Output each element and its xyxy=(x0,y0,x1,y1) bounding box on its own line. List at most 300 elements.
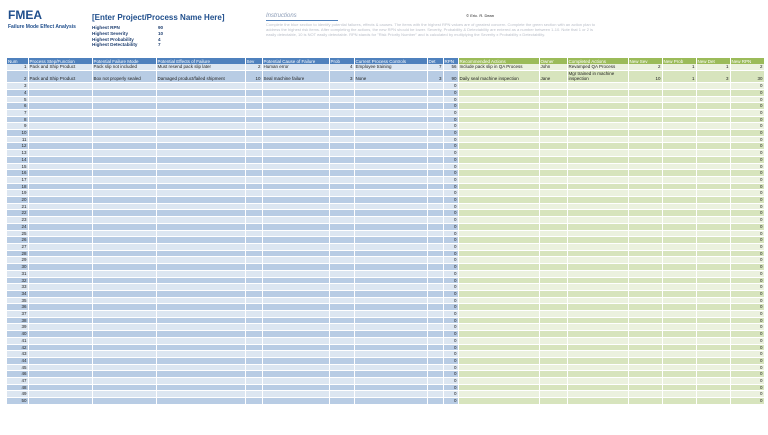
cell-completed-actions[interactable] xyxy=(567,371,628,378)
cell-new-prob[interactable] xyxy=(662,156,696,163)
cell-failure-cause[interactable] xyxy=(262,136,329,143)
cell-recommended-actions[interactable] xyxy=(458,243,539,250)
cell-owner[interactable] xyxy=(539,337,567,344)
cell-new-rpn[interactable]: 0 xyxy=(730,331,764,338)
cell-prob[interactable] xyxy=(329,284,354,291)
cell-failure-cause[interactable] xyxy=(262,311,329,318)
cell-num[interactable]: 17 xyxy=(7,176,28,183)
cell-prob[interactable] xyxy=(329,230,354,237)
cell-process-controls[interactable] xyxy=(354,264,427,271)
cell-failure-effects[interactable] xyxy=(156,83,245,90)
cell-new-rpn[interactable]: 0 xyxy=(730,297,764,304)
cell-process-controls[interactable] xyxy=(354,170,427,177)
cell-new-det[interactable] xyxy=(696,284,730,291)
cell-rpn[interactable]: 0 xyxy=(443,290,458,297)
cell-process-step[interactable] xyxy=(28,176,92,183)
cell-rpn[interactable]: 0 xyxy=(443,143,458,150)
cell-process-controls[interactable] xyxy=(354,237,427,244)
cell-recommended-actions[interactable] xyxy=(458,183,539,190)
cell-completed-actions[interactable] xyxy=(567,217,628,224)
cell-owner[interactable] xyxy=(539,290,567,297)
cell-rpn[interactable]: 0 xyxy=(443,351,458,358)
cell-new-det[interactable] xyxy=(696,203,730,210)
cell-owner[interactable] xyxy=(539,183,567,190)
cell-failure-mode[interactable] xyxy=(92,371,156,378)
cell-failure-mode[interactable] xyxy=(92,190,156,197)
cell-new-sev[interactable] xyxy=(628,170,662,177)
cell-process-controls[interactable] xyxy=(354,391,427,398)
cell-owner[interactable] xyxy=(539,371,567,378)
cell-failure-mode[interactable] xyxy=(92,89,156,96)
cell-process-controls[interactable] xyxy=(354,357,427,364)
cell-recommended-actions[interactable] xyxy=(458,357,539,364)
cell-rpn[interactable]: 0 xyxy=(443,237,458,244)
cell-new-prob[interactable] xyxy=(662,344,696,351)
cell-new-sev[interactable] xyxy=(628,264,662,271)
cell-new-det[interactable] xyxy=(696,351,730,358)
cell-failure-cause[interactable] xyxy=(262,197,329,204)
cell-owner[interactable] xyxy=(539,378,567,385)
cell-failure-effects[interactable] xyxy=(156,384,245,391)
cell-owner[interactable] xyxy=(539,270,567,277)
cell-prob[interactable] xyxy=(329,237,354,244)
cell-failure-effects[interactable] xyxy=(156,223,245,230)
cell-failure-effects[interactable] xyxy=(156,116,245,123)
cell-new-prob[interactable] xyxy=(662,243,696,250)
cell-recommended-actions[interactable] xyxy=(458,150,539,157)
cell-rpn[interactable]: 0 xyxy=(443,243,458,250)
cell-process-controls[interactable] xyxy=(354,116,427,123)
cell-new-sev[interactable] xyxy=(628,203,662,210)
cell-process-step[interactable] xyxy=(28,250,92,257)
cell-process-step[interactable] xyxy=(28,317,92,324)
cell-process-step[interactable] xyxy=(28,398,92,405)
cell-num[interactable]: 38 xyxy=(7,317,28,324)
cell-process-controls[interactable] xyxy=(354,150,427,157)
cell-prob[interactable] xyxy=(329,190,354,197)
cell-process-controls[interactable] xyxy=(354,143,427,150)
cell-process-controls[interactable] xyxy=(354,123,427,130)
cell-owner[interactable] xyxy=(539,284,567,291)
cell-failure-mode[interactable] xyxy=(92,284,156,291)
cell-new-rpn[interactable]: 0 xyxy=(730,398,764,405)
cell-failure-mode[interactable] xyxy=(92,364,156,371)
cell-owner[interactable] xyxy=(539,130,567,137)
cell-det[interactable] xyxy=(427,398,443,405)
cell-new-rpn[interactable]: 0 xyxy=(730,203,764,210)
cell-sev[interactable] xyxy=(245,163,262,170)
cell-failure-cause[interactable] xyxy=(262,264,329,271)
cell-sev[interactable] xyxy=(245,311,262,318)
cell-failure-effects[interactable] xyxy=(156,190,245,197)
cell-owner[interactable] xyxy=(539,324,567,331)
cell-prob[interactable] xyxy=(329,203,354,210)
cell-new-rpn[interactable]: 0 xyxy=(730,371,764,378)
cell-new-det[interactable] xyxy=(696,357,730,364)
cell-owner[interactable] xyxy=(539,163,567,170)
cell-new-rpn[interactable]: 0 xyxy=(730,384,764,391)
cell-num[interactable]: 43 xyxy=(7,351,28,358)
cell-recommended-actions[interactable] xyxy=(458,364,539,371)
cell-failure-mode[interactable] xyxy=(92,378,156,385)
cell-num[interactable]: 46 xyxy=(7,371,28,378)
cell-failure-cause[interactable] xyxy=(262,357,329,364)
cell-process-step[interactable] xyxy=(28,116,92,123)
cell-failure-cause[interactable] xyxy=(262,190,329,197)
cell-process-step[interactable] xyxy=(28,297,92,304)
cell-sev[interactable] xyxy=(245,290,262,297)
cell-prob[interactable] xyxy=(329,290,354,297)
cell-new-sev[interactable] xyxy=(628,250,662,257)
cell-recommended-actions[interactable] xyxy=(458,270,539,277)
cell-failure-effects[interactable] xyxy=(156,284,245,291)
cell-rpn[interactable]: 0 xyxy=(443,257,458,264)
cell-process-controls[interactable] xyxy=(354,136,427,143)
cell-num[interactable]: 14 xyxy=(7,156,28,163)
cell-owner[interactable] xyxy=(539,176,567,183)
cell-new-prob[interactable] xyxy=(662,264,696,271)
cell-rpn[interactable]: 0 xyxy=(443,176,458,183)
cell-process-controls[interactable] xyxy=(354,210,427,217)
cell-failure-mode[interactable] xyxy=(92,217,156,224)
cell-new-sev[interactable] xyxy=(628,96,662,103)
cell-failure-mode[interactable]: Pack slip not included xyxy=(92,64,156,70)
cell-failure-mode[interactable] xyxy=(92,130,156,137)
cell-failure-mode[interactable] xyxy=(92,384,156,391)
cell-completed-actions[interactable] xyxy=(567,116,628,123)
cell-new-det[interactable] xyxy=(696,183,730,190)
cell-sev[interactable] xyxy=(245,103,262,110)
cell-rpn[interactable]: 0 xyxy=(443,190,458,197)
cell-process-step[interactable] xyxy=(28,270,92,277)
cell-det[interactable] xyxy=(427,210,443,217)
cell-process-controls[interactable]: Employee training xyxy=(354,64,427,70)
cell-failure-effects[interactable] xyxy=(156,183,245,190)
cell-new-det[interactable] xyxy=(696,163,730,170)
cell-process-controls[interactable] xyxy=(354,384,427,391)
cell-recommended-actions[interactable] xyxy=(458,116,539,123)
cell-sev[interactable] xyxy=(245,123,262,130)
cell-failure-cause[interactable] xyxy=(262,324,329,331)
cell-failure-effects[interactable] xyxy=(156,344,245,351)
cell-new-prob[interactable] xyxy=(662,197,696,204)
cell-recommended-actions[interactable] xyxy=(458,337,539,344)
cell-rpn[interactable]: 0 xyxy=(443,183,458,190)
cell-new-sev[interactable] xyxy=(628,156,662,163)
cell-process-controls[interactable] xyxy=(354,230,427,237)
cell-new-sev[interactable]: 2 xyxy=(628,64,662,70)
cell-rpn[interactable]: 0 xyxy=(443,297,458,304)
cell-rpn[interactable]: 0 xyxy=(443,96,458,103)
cell-prob[interactable] xyxy=(329,378,354,385)
cell-process-step[interactable] xyxy=(28,83,92,90)
cell-process-controls[interactable] xyxy=(354,89,427,96)
cell-process-step[interactable] xyxy=(28,351,92,358)
cell-failure-cause[interactable] xyxy=(262,243,329,250)
cell-new-det[interactable] xyxy=(696,384,730,391)
cell-det[interactable] xyxy=(427,270,443,277)
cell-process-step[interactable]: Pack and Ship Product xyxy=(28,70,92,82)
cell-completed-actions[interactable] xyxy=(567,317,628,324)
cell-process-step[interactable] xyxy=(28,217,92,224)
cell-det[interactable] xyxy=(427,391,443,398)
cell-owner[interactable] xyxy=(539,331,567,338)
cell-sev[interactable] xyxy=(245,96,262,103)
cell-recommended-actions[interactable]: Daily seal machine inspection xyxy=(458,70,539,82)
cell-new-prob[interactable] xyxy=(662,96,696,103)
cell-process-step[interactable]: Pack and Ship Product xyxy=(28,64,92,70)
cell-process-step[interactable] xyxy=(28,337,92,344)
cell-det[interactable] xyxy=(427,311,443,318)
cell-failure-mode[interactable] xyxy=(92,391,156,398)
cell-process-step[interactable] xyxy=(28,163,92,170)
cell-sev[interactable] xyxy=(245,250,262,257)
cell-new-rpn[interactable]: 0 xyxy=(730,143,764,150)
cell-det[interactable] xyxy=(427,351,443,358)
cell-completed-actions[interactable] xyxy=(567,284,628,291)
cell-new-sev[interactable] xyxy=(628,351,662,358)
cell-rpn[interactable]: 0 xyxy=(443,391,458,398)
cell-failure-effects[interactable] xyxy=(156,331,245,338)
cell-new-det[interactable] xyxy=(696,176,730,183)
cell-sev[interactable] xyxy=(245,217,262,224)
cell-prob[interactable] xyxy=(329,223,354,230)
cell-rpn[interactable]: 0 xyxy=(443,371,458,378)
cell-new-prob[interactable] xyxy=(662,290,696,297)
cell-new-prob[interactable] xyxy=(662,83,696,90)
cell-prob[interactable] xyxy=(329,351,354,358)
cell-failure-effects[interactable] xyxy=(156,357,245,364)
cell-sev[interactable] xyxy=(245,230,262,237)
cell-prob[interactable] xyxy=(329,257,354,264)
cell-det[interactable] xyxy=(427,183,443,190)
cell-failure-mode[interactable] xyxy=(92,96,156,103)
cell-sev[interactable] xyxy=(245,317,262,324)
cell-num[interactable]: 3 xyxy=(7,83,28,90)
cell-rpn[interactable]: 0 xyxy=(443,317,458,324)
cell-det[interactable] xyxy=(427,150,443,157)
cell-recommended-actions[interactable] xyxy=(458,277,539,284)
cell-recommended-actions[interactable] xyxy=(458,197,539,204)
cell-new-det[interactable] xyxy=(696,136,730,143)
project-name-field[interactable]: [Enter Project/Process Name Here] xyxy=(92,13,225,22)
cell-new-prob[interactable] xyxy=(662,257,696,264)
cell-failure-effects[interactable] xyxy=(156,290,245,297)
cell-num[interactable]: 27 xyxy=(7,243,28,250)
cell-new-det[interactable] xyxy=(696,337,730,344)
cell-process-step[interactable] xyxy=(28,237,92,244)
cell-new-sev[interactable] xyxy=(628,237,662,244)
cell-prob[interactable] xyxy=(329,116,354,123)
cell-failure-mode[interactable] xyxy=(92,223,156,230)
cell-owner[interactable] xyxy=(539,264,567,271)
cell-process-step[interactable] xyxy=(28,210,92,217)
cell-failure-cause[interactable] xyxy=(262,297,329,304)
cell-process-step[interactable] xyxy=(28,223,92,230)
cell-completed-actions[interactable] xyxy=(567,103,628,110)
cell-process-step[interactable] xyxy=(28,230,92,237)
cell-process-step[interactable] xyxy=(28,324,92,331)
cell-owner[interactable] xyxy=(539,384,567,391)
cell-completed-actions[interactable] xyxy=(567,344,628,351)
cell-completed-actions[interactable] xyxy=(567,109,628,116)
cell-process-step[interactable] xyxy=(28,130,92,137)
cell-failure-effects[interactable] xyxy=(156,270,245,277)
cell-process-controls[interactable] xyxy=(354,317,427,324)
cell-new-det[interactable] xyxy=(696,391,730,398)
cell-prob[interactable] xyxy=(329,391,354,398)
cell-sev[interactable] xyxy=(245,304,262,311)
cell-failure-mode[interactable] xyxy=(92,123,156,130)
cell-recommended-actions[interactable] xyxy=(458,190,539,197)
cell-new-sev[interactable] xyxy=(628,277,662,284)
cell-owner[interactable] xyxy=(539,391,567,398)
cell-prob[interactable] xyxy=(329,163,354,170)
cell-process-step[interactable] xyxy=(28,331,92,338)
cell-completed-actions[interactable] xyxy=(567,123,628,130)
cell-rpn[interactable]: 0 xyxy=(443,264,458,271)
cell-new-rpn[interactable]: 0 xyxy=(730,237,764,244)
cell-new-rpn[interactable]: 0 xyxy=(730,109,764,116)
cell-num[interactable]: 23 xyxy=(7,217,28,224)
cell-failure-mode[interactable] xyxy=(92,170,156,177)
cell-failure-mode[interactable] xyxy=(92,136,156,143)
cell-completed-actions[interactable] xyxy=(567,264,628,271)
cell-completed-actions[interactable] xyxy=(567,364,628,371)
cell-new-rpn[interactable]: 0 xyxy=(730,150,764,157)
cell-failure-cause[interactable] xyxy=(262,156,329,163)
cell-new-prob[interactable] xyxy=(662,364,696,371)
cell-process-step[interactable] xyxy=(28,284,92,291)
cell-failure-effects[interactable] xyxy=(156,96,245,103)
cell-owner[interactable] xyxy=(539,203,567,210)
cell-recommended-actions[interactable]: Include pack slip in QA Process xyxy=(458,64,539,70)
cell-num[interactable]: 15 xyxy=(7,163,28,170)
cell-completed-actions[interactable] xyxy=(567,89,628,96)
cell-process-controls[interactable] xyxy=(354,284,427,291)
cell-completed-actions[interactable] xyxy=(567,357,628,364)
cell-process-controls[interactable] xyxy=(354,130,427,137)
cell-failure-effects[interactable] xyxy=(156,304,245,311)
cell-new-det[interactable] xyxy=(696,378,730,385)
cell-sev[interactable] xyxy=(245,89,262,96)
cell-owner[interactable] xyxy=(539,210,567,217)
cell-num[interactable]: 34 xyxy=(7,290,28,297)
cell-det[interactable] xyxy=(427,324,443,331)
cell-num[interactable]: 7 xyxy=(7,109,28,116)
cell-failure-cause[interactable] xyxy=(262,96,329,103)
cell-rpn[interactable]: 0 xyxy=(443,197,458,204)
cell-sev[interactable] xyxy=(245,143,262,150)
cell-new-sev[interactable] xyxy=(628,116,662,123)
cell-new-sev[interactable] xyxy=(628,123,662,130)
cell-process-step[interactable] xyxy=(28,264,92,271)
cell-num[interactable]: 1 xyxy=(7,64,28,70)
cell-failure-cause[interactable] xyxy=(262,277,329,284)
cell-new-prob[interactable] xyxy=(662,217,696,224)
cell-rpn[interactable]: 0 xyxy=(443,384,458,391)
cell-sev[interactable] xyxy=(245,331,262,338)
cell-completed-actions[interactable] xyxy=(567,156,628,163)
cell-num[interactable]: 45 xyxy=(7,364,28,371)
cell-prob[interactable] xyxy=(329,357,354,364)
cell-sev[interactable]: 2 xyxy=(245,64,262,70)
cell-failure-effects[interactable]: Must resend pack slip later xyxy=(156,64,245,70)
cell-num[interactable]: 41 xyxy=(7,337,28,344)
cell-num[interactable]: 28 xyxy=(7,250,28,257)
cell-failure-cause[interactable] xyxy=(262,304,329,311)
cell-failure-effects[interactable] xyxy=(156,243,245,250)
cell-process-controls[interactable] xyxy=(354,277,427,284)
cell-num[interactable]: 8 xyxy=(7,116,28,123)
cell-rpn[interactable]: 0 xyxy=(443,170,458,177)
cell-recommended-actions[interactable] xyxy=(458,130,539,137)
cell-failure-effects[interactable] xyxy=(156,197,245,204)
cell-rpn[interactable]: 0 xyxy=(443,103,458,110)
cell-new-det[interactable] xyxy=(696,83,730,90)
cell-failure-cause[interactable] xyxy=(262,123,329,130)
cell-sev[interactable] xyxy=(245,203,262,210)
cell-num[interactable]: 49 xyxy=(7,391,28,398)
cell-new-prob[interactable] xyxy=(662,378,696,385)
cell-failure-mode[interactable] xyxy=(92,257,156,264)
cell-new-sev[interactable] xyxy=(628,109,662,116)
cell-completed-actions[interactable] xyxy=(567,190,628,197)
cell-recommended-actions[interactable] xyxy=(458,317,539,324)
cell-new-sev[interactable] xyxy=(628,357,662,364)
cell-recommended-actions[interactable] xyxy=(458,223,539,230)
cell-completed-actions[interactable] xyxy=(567,243,628,250)
cell-failure-cause[interactable] xyxy=(262,378,329,385)
cell-process-controls[interactable] xyxy=(354,351,427,358)
cell-process-step[interactable] xyxy=(28,103,92,110)
cell-process-step[interactable] xyxy=(28,123,92,130)
cell-recommended-actions[interactable] xyxy=(458,391,539,398)
cell-new-rpn[interactable]: 30 xyxy=(730,70,764,82)
cell-new-rpn[interactable]: 0 xyxy=(730,264,764,271)
cell-completed-actions[interactable]: Revamped QA Process xyxy=(567,64,628,70)
cell-failure-cause[interactable] xyxy=(262,270,329,277)
cell-rpn[interactable]: 0 xyxy=(443,398,458,405)
cell-failure-mode[interactable] xyxy=(92,237,156,244)
cell-rpn[interactable]: 0 xyxy=(443,123,458,130)
cell-failure-cause[interactable] xyxy=(262,250,329,257)
cell-failure-effects[interactable] xyxy=(156,237,245,244)
cell-det[interactable] xyxy=(427,217,443,224)
cell-failure-mode[interactable] xyxy=(92,163,156,170)
cell-owner[interactable] xyxy=(539,217,567,224)
cell-failure-cause[interactable] xyxy=(262,103,329,110)
cell-recommended-actions[interactable] xyxy=(458,398,539,405)
cell-completed-actions[interactable] xyxy=(567,391,628,398)
cell-new-prob[interactable] xyxy=(662,183,696,190)
cell-recommended-actions[interactable] xyxy=(458,264,539,271)
cell-new-prob[interactable] xyxy=(662,317,696,324)
cell-completed-actions[interactable] xyxy=(567,230,628,237)
cell-process-controls[interactable] xyxy=(354,378,427,385)
cell-completed-actions[interactable] xyxy=(567,351,628,358)
cell-completed-actions[interactable] xyxy=(567,96,628,103)
cell-owner[interactable] xyxy=(539,223,567,230)
cell-failure-cause[interactable] xyxy=(262,351,329,358)
cell-recommended-actions[interactable] xyxy=(458,96,539,103)
cell-failure-mode[interactable] xyxy=(92,197,156,204)
cell-failure-effects[interactable] xyxy=(156,136,245,143)
cell-new-sev[interactable] xyxy=(628,83,662,90)
cell-new-det[interactable] xyxy=(696,264,730,271)
cell-det[interactable] xyxy=(427,290,443,297)
cell-new-det[interactable] xyxy=(696,156,730,163)
